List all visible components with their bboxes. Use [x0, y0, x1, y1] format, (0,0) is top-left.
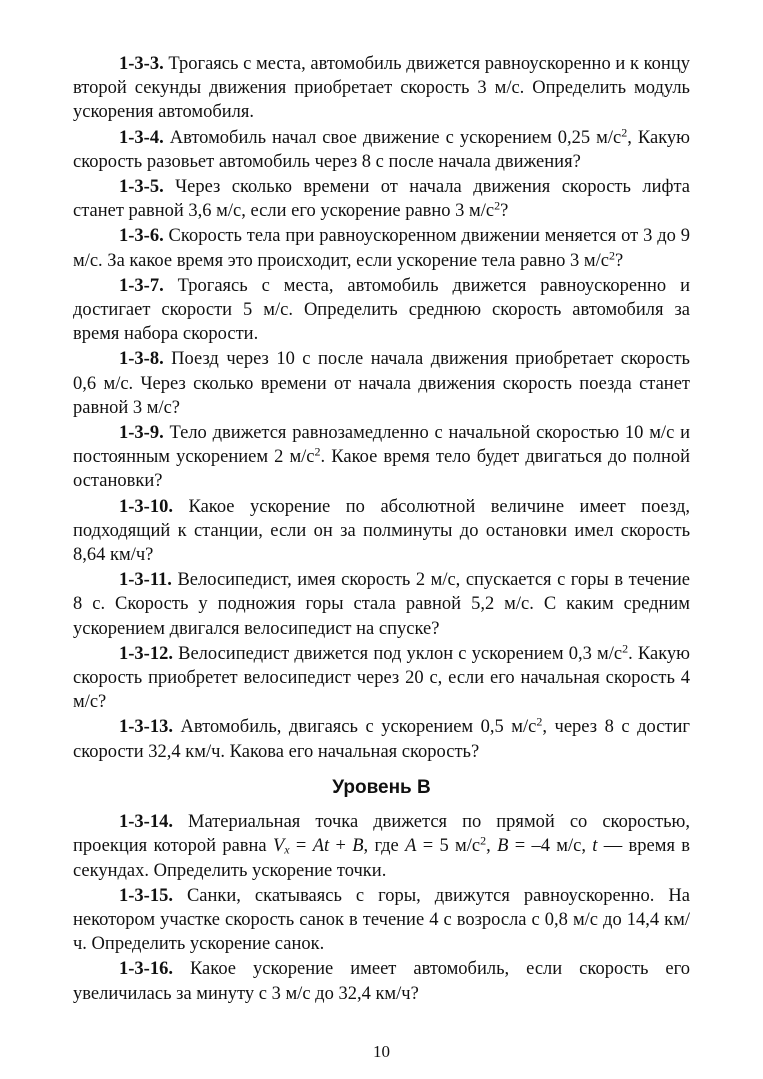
problem-text: Трогаясь с места, автомобиль движется равноускоренно и достигает скорости 5 м/с. Определить среднюю скорость автомобиля за время набора скорости. — [73, 275, 690, 345]
problem-item — [73, 52, 690, 125]
problem-number: 1-3-6. — [119, 226, 164, 247]
problem-item — [73, 421, 690, 494]
problem-item — [73, 495, 690, 568]
problem-text: Автомобиль начал свое движение с ускорением 0,25 $м/с^2$, Какую скорость разовьет автомобиль через 8 с после начала движения? — [73, 125, 690, 172]
problem-text: Какое ускорение по абсолютной величине имеет поезд, подходящий к станции, если он за полминуты до остановки имел скорость 8,64 км/ч? — [73, 496, 690, 566]
problem-item — [73, 224, 690, 272]
problem-number: 1-3-10. — [119, 496, 173, 517]
problem-text: Какое ускорение имеет автомобиль, если скорость его увеличилась за минуту с 3 м/с до 32,4 км/ч? — [73, 959, 690, 1004]
problem-item — [73, 568, 690, 641]
problem-text: Автомобиль, двигаясь с ускорением 0,5 $м/с^2$, через 8 с достиг скорости 32,4 км/ч. Какова его начальная скорость? — [73, 714, 690, 762]
problem-number: 1-3-12. — [119, 643, 173, 664]
problem-text: Через сколько времени от начала движения скорость лифта станет равной 3,6 м/с, если его ускорение равно 3 $м/с^2$? — [73, 177, 690, 222]
problem-item — [73, 957, 690, 1005]
problem-number: 1-3-9. — [119, 423, 164, 444]
problem-text: Санки, скатываясь с горы, движутся равноускоренно. На некотором участке скорость санок в течение 4 с возросла с 0,8 м/с до 14,4 км/ч. Определить ускорение санок. — [73, 885, 690, 955]
textbook-page — [73, 52, 690, 1007]
problem-number: 1-3-8. — [119, 349, 164, 370]
problem-text: Трогаясь с места, автомобиль движется равноускоренно и к концу второй секунды движения приобретает скорость 3 м/с. Определить модуль ускорения автомобиля. — [73, 54, 690, 123]
problem-text: Велосипедист, имея скорость 2 м/с, спускается с горы в течение 8 с. Скорость у подножия горы стала равной 5,2 м/с. С каким средним ускорением двигался велосипедист на спуске? — [73, 570, 690, 639]
problem-number: 1-3-11. — [119, 570, 172, 591]
problem-text: Скорость тела при равноускоренном движении меняется от 3 до 9 м/с. За какое время это происходит, если ускорение тела равно 3 $м/с^2$? — [73, 226, 690, 271]
problems-section-a — [73, 52, 690, 764]
problem-number: 1-3-16. — [119, 959, 173, 980]
problem-number: 1-3-3. — [119, 54, 164, 74]
problem-text: Тело движется равнозамедленно с начальной скоростью 10 м/с и постоянным ускорением 2 $м/с^2$. Какое время тело будет двигаться до полной остановки? — [73, 423, 690, 492]
problem-number: 1-3-5. — [119, 177, 164, 198]
problem-item — [73, 884, 690, 957]
page-number: 10 — [373, 1042, 390, 1061]
level-heading: Уровень B — [332, 776, 431, 798]
problem-item — [73, 175, 690, 223]
problem-number: 1-3-15. — [119, 885, 173, 906]
problem-item — [73, 126, 690, 174]
problems-section-b — [73, 810, 690, 1006]
problem-number: 1-3-7. — [119, 275, 164, 296]
problem-number: 1-3-14. — [119, 812, 173, 833]
problem-text: Материальная точка движется по прямой со скоростью, проекция которой равна $V_x = At + B$, где A = 5 $м/с^2$, B = –4 м/с, t — время в секундах. Определить ускорение точки. — [73, 812, 691, 881]
problem-item — [73, 810, 690, 883]
problem-text: Поезд через 10 с после начала движения приобретает скорость 0,6 м/с. Через сколько времени от начала движения скорость поезда станет равной 3 м/с? — [73, 349, 690, 418]
problem-item — [73, 274, 690, 347]
problem-text: Велосипедист движется под уклон с ускорением 0,3 $м/с^2$. Какую скорость приобретет велосипедист через 20 с, если его начальная скорость 4 м/с? — [73, 641, 690, 713]
problem-number: 1-3-13. — [119, 717, 173, 738]
problem-item — [73, 347, 690, 420]
problem-number: 1-3-4. — [119, 127, 164, 148]
problem-item — [73, 642, 690, 715]
problem-item — [73, 715, 690, 763]
